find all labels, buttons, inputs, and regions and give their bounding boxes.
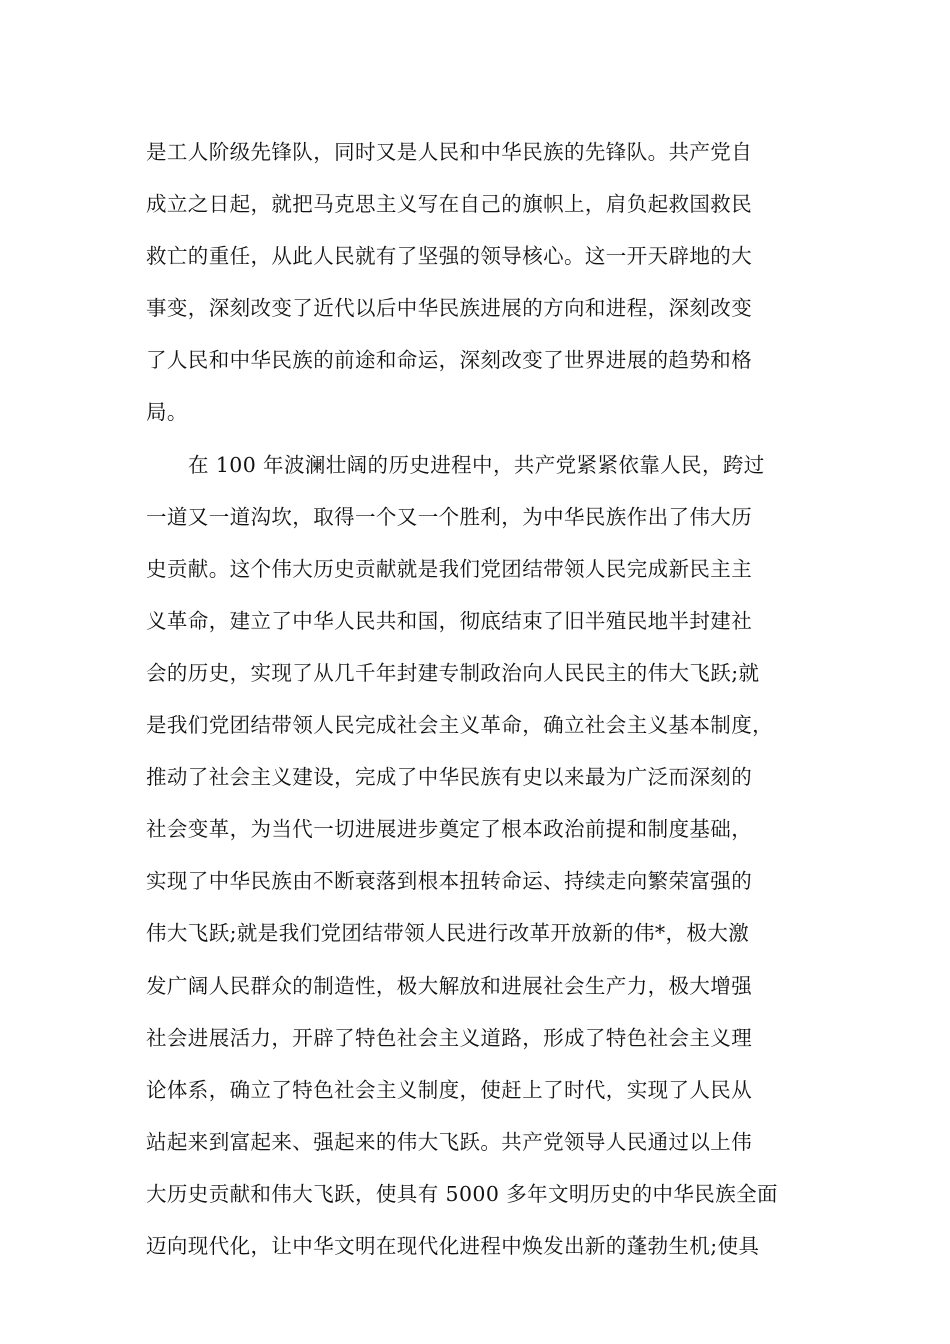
text-line: 是我们党团结带领人民完成社会主义革命，确立社会主义基本制度， bbox=[146, 713, 773, 738]
text-line: 成立之日起，就把马克思主义写在自己的旗帜上，肩负起救国救民 bbox=[146, 192, 753, 217]
text-line: 义革命，建立了中华人民共和国，彻底结束了旧半殖民地半封建社 bbox=[146, 608, 753, 633]
text-line: 伟大飞跃;就是我们党团结带领人民进行改革开放新的伟*，极大激 bbox=[146, 921, 750, 946]
text-line: 是工人阶级先锋队，同时又是人民和中华民族的先锋队。共产党自 bbox=[146, 140, 753, 164]
text-line: 社会进展活力，开辟了特色社会主义道路，形成了特色社会主义理 bbox=[146, 1025, 753, 1050]
text-line: 在 100 年波澜壮阔的历史进程中，共产党紧紧依靠人民，跨过 bbox=[188, 452, 765, 477]
text-line: 社会变革，为当代一切进展进步奠定了根本政治前提和制度基础， bbox=[146, 817, 753, 842]
body-text bbox=[146, 130, 826, 1276]
text-line: 局。 bbox=[146, 400, 188, 425]
text-line: 站起来到富起来、强起来的伟大飞跃。共产党领导人民通过以上伟 bbox=[146, 1129, 753, 1154]
text-line: 发广阔人民群众的制造性，极大解放和进展社会生产力，极大增强 bbox=[146, 973, 753, 998]
text-line: 救亡的重任，从此人民就有了坚强的领导核心。这一开天辟地的大 bbox=[146, 244, 753, 269]
text-line: 迈向现代化，让中华文明在现代化进程中焕发出新的蓬勃生机;使具 bbox=[146, 1233, 760, 1258]
text-line: 了人民和中华民族的前途和命运，深刻改变了世界进展的趋势和格 bbox=[146, 348, 753, 373]
text-line: 实现了中华民族由不断衰落到根本扭转命运、持续走向繁荣富强的 bbox=[146, 869, 753, 894]
text-line: 大历史贡献和伟大飞跃，使具有 5000 多年文明历史的中华民族全面 bbox=[146, 1181, 778, 1206]
text-line: 事变，深刻改变了近代以后中华民族进展的方向和进程，深刻改变 bbox=[146, 296, 753, 321]
text-line: 推动了社会主义建设，完成了中华民族有史以来最为广泛而深刻的 bbox=[146, 765, 753, 790]
text-line: 史贡献。这个伟大历史贡献就是我们党团结带领人民完成新民主主 bbox=[146, 556, 753, 581]
text-line: 一道又一道沟坎，取得一个又一个胜利，为中华民族作出了伟大历 bbox=[146, 504, 753, 529]
text-line: 论体系，确立了特色社会主义制度，使赶上了时代，实现了人民从 bbox=[146, 1077, 753, 1102]
text-line: 会的历史，实现了从几千年封建专制政治向人民民主的伟大飞跃;就 bbox=[146, 660, 760, 685]
